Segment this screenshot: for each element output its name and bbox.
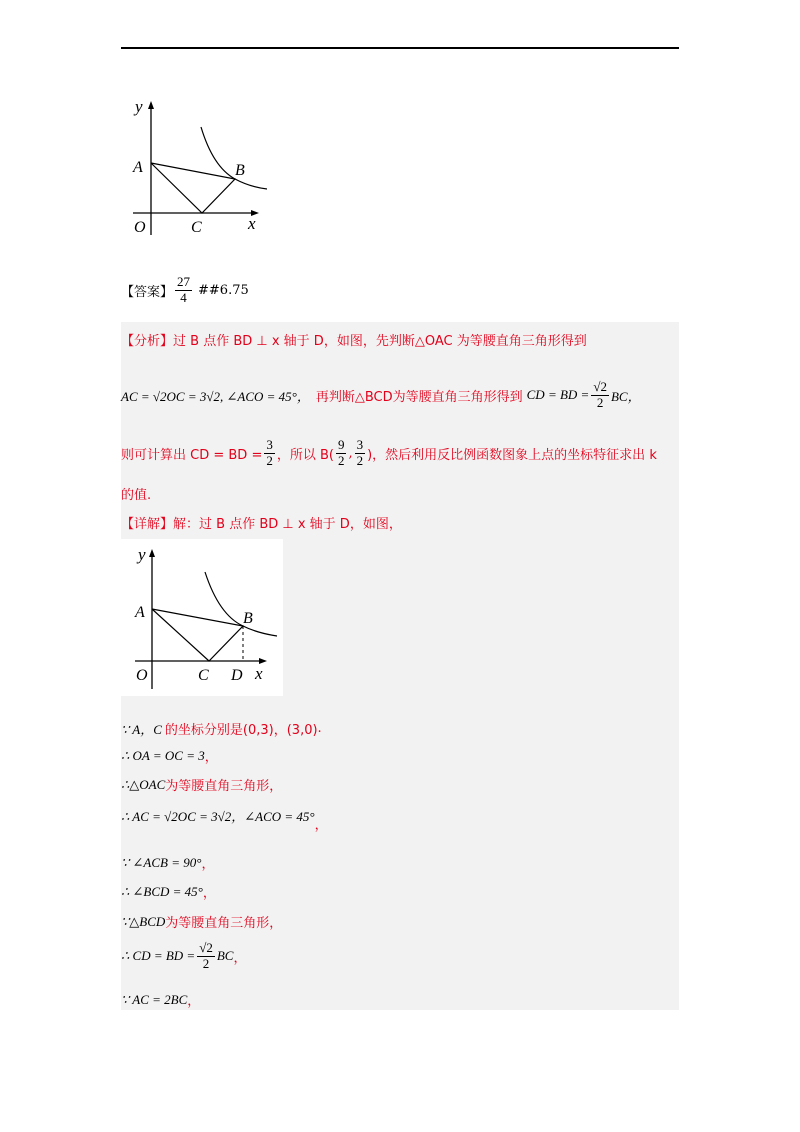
step-6-comma: ， (202, 886, 216, 901)
frac-den: 2 (266, 452, 273, 468)
step-2-math: ∴ OA = OC = 3 (121, 747, 205, 763)
frac-num: √2 (593, 379, 607, 394)
analysis-eq-cd: CD = BD = (526, 387, 590, 403)
analysis-tag: 【分析】 (121, 334, 174, 349)
analysis-frac-9-2 (336, 438, 347, 469)
figure-graph-1 (125, 95, 275, 245)
analysis-text-3c: )，然后利用反比例函数图象上点的坐标特征求出 k (367, 447, 657, 463)
analysis-line-1 (121, 330, 587, 349)
origin-label: O (134, 219, 146, 236)
analysis-text-3b: ，所以 B( (276, 447, 334, 463)
step-8-math: ∴ CD = BD = (121, 948, 196, 964)
analysis-frac-3-2b (355, 438, 366, 469)
step-1-math: ∵ A，C (121, 722, 162, 737)
step-4 (121, 806, 328, 833)
axis-x-label: x (248, 214, 256, 233)
step-4-comma: ， (314, 818, 328, 833)
answer-alternate: ##6.75 (198, 282, 249, 298)
analysis-line-2 (121, 380, 641, 411)
step-6 (121, 882, 216, 901)
step-3 (121, 775, 282, 794)
detail-text-1: 解：过 B 点作 BD ⊥ x 轴于 D，如图， (173, 517, 402, 532)
point-a-label: A (133, 159, 143, 176)
frac-den: 2 (356, 452, 364, 468)
step-7-text: 为等腰直角三角形， (165, 916, 283, 931)
frac-den: 2 (337, 452, 345, 468)
step-7-math: ∵△BCD (121, 913, 166, 929)
answer-denominator: 4 (180, 289, 187, 305)
answer-line (121, 275, 249, 306)
step-8-fraction (197, 941, 215, 972)
step-8 (121, 941, 247, 972)
origin-label-2: O (136, 667, 148, 684)
step-7 (121, 912, 282, 931)
step-5-math: ∵ ∠ACB = 90° (121, 854, 202, 870)
frac-num: 3 (356, 437, 364, 452)
analysis-text-1: 过 B 点作 BD ⊥ x 轴于 D，如图，先判断△OAC 为等腰直角三角形得到 (173, 334, 587, 349)
point-d-label-2: D (231, 667, 243, 684)
point-c-label: C (191, 219, 202, 236)
analysis-frac-3-2 (264, 438, 275, 469)
answer-numerator: 27 (177, 274, 191, 289)
point-a-label-2: A (135, 604, 145, 621)
point-c-label-2: C (198, 667, 209, 684)
analysis-eq-bc: BC， (610, 388, 641, 404)
point-b-label: B (235, 162, 245, 179)
figure-graph-2 (121, 539, 283, 696)
step-1-period: . (317, 721, 322, 736)
analysis-text-2: 再判断△BCD为等腰直角三角形得到 (315, 389, 523, 405)
step-5 (121, 853, 214, 872)
frac-num: 3 (266, 437, 273, 452)
detail-line-1 (121, 513, 402, 532)
analysis-eq-ac: AC = √2OC = 3√2, ∠ACO = 45°， (121, 388, 310, 404)
step-5-comma: ， (201, 857, 215, 872)
step-2-comma: ， (204, 750, 218, 765)
step-1-text: 的坐标分别是(0,3)，(3,0) (164, 723, 318, 738)
step-9-math: ∵ AC = 2BC (121, 991, 188, 1007)
step-2 (121, 746, 218, 765)
step-6-math: ∴ ∠BCD = 45° (121, 883, 203, 899)
axis-x-label-2: x (255, 664, 263, 683)
step-3-text: 为等腰直角三角形， (165, 779, 283, 794)
frac-den: 2 (596, 394, 604, 410)
step-8-comma: ， (233, 950, 247, 966)
detail-tag: 【详解】 (121, 517, 174, 532)
analysis-frac-sqrt2 (591, 380, 609, 411)
axis-y-label-2: y (138, 545, 146, 564)
analysis-text-3a: 则可计算出 CD = BD = (121, 447, 263, 463)
step-9 (121, 990, 200, 1009)
header-rule (121, 47, 679, 49)
answer-label: 【答案】 (121, 284, 174, 300)
analysis-line-3: 则可计算出 CD = BD = $\frac{3}{2}$ ，所以 B( $\frac{9}{2}$ , $\frac{3}{2}$ )，然后利用反比例函数图象上点的坐标特征求出 k (121, 437, 657, 468)
point-b-label-2: B (243, 610, 253, 627)
step-1 (121, 719, 322, 738)
step-3-math: ∴△OAC (121, 776, 166, 792)
analysis-line-4: 的值. (121, 488, 152, 503)
frac-num: √2 (199, 940, 213, 955)
step-9-comma: ， (187, 994, 201, 1009)
step-4-math: ∴ AC = √2OC = 3√2，∠ACO = 45° (121, 809, 315, 824)
axis-y-label: y (135, 97, 143, 116)
frac-den: 2 (202, 955, 210, 971)
frac-num: 9 (337, 437, 345, 452)
step-8-bc: BC (216, 948, 234, 964)
answer-fraction (175, 275, 192, 306)
